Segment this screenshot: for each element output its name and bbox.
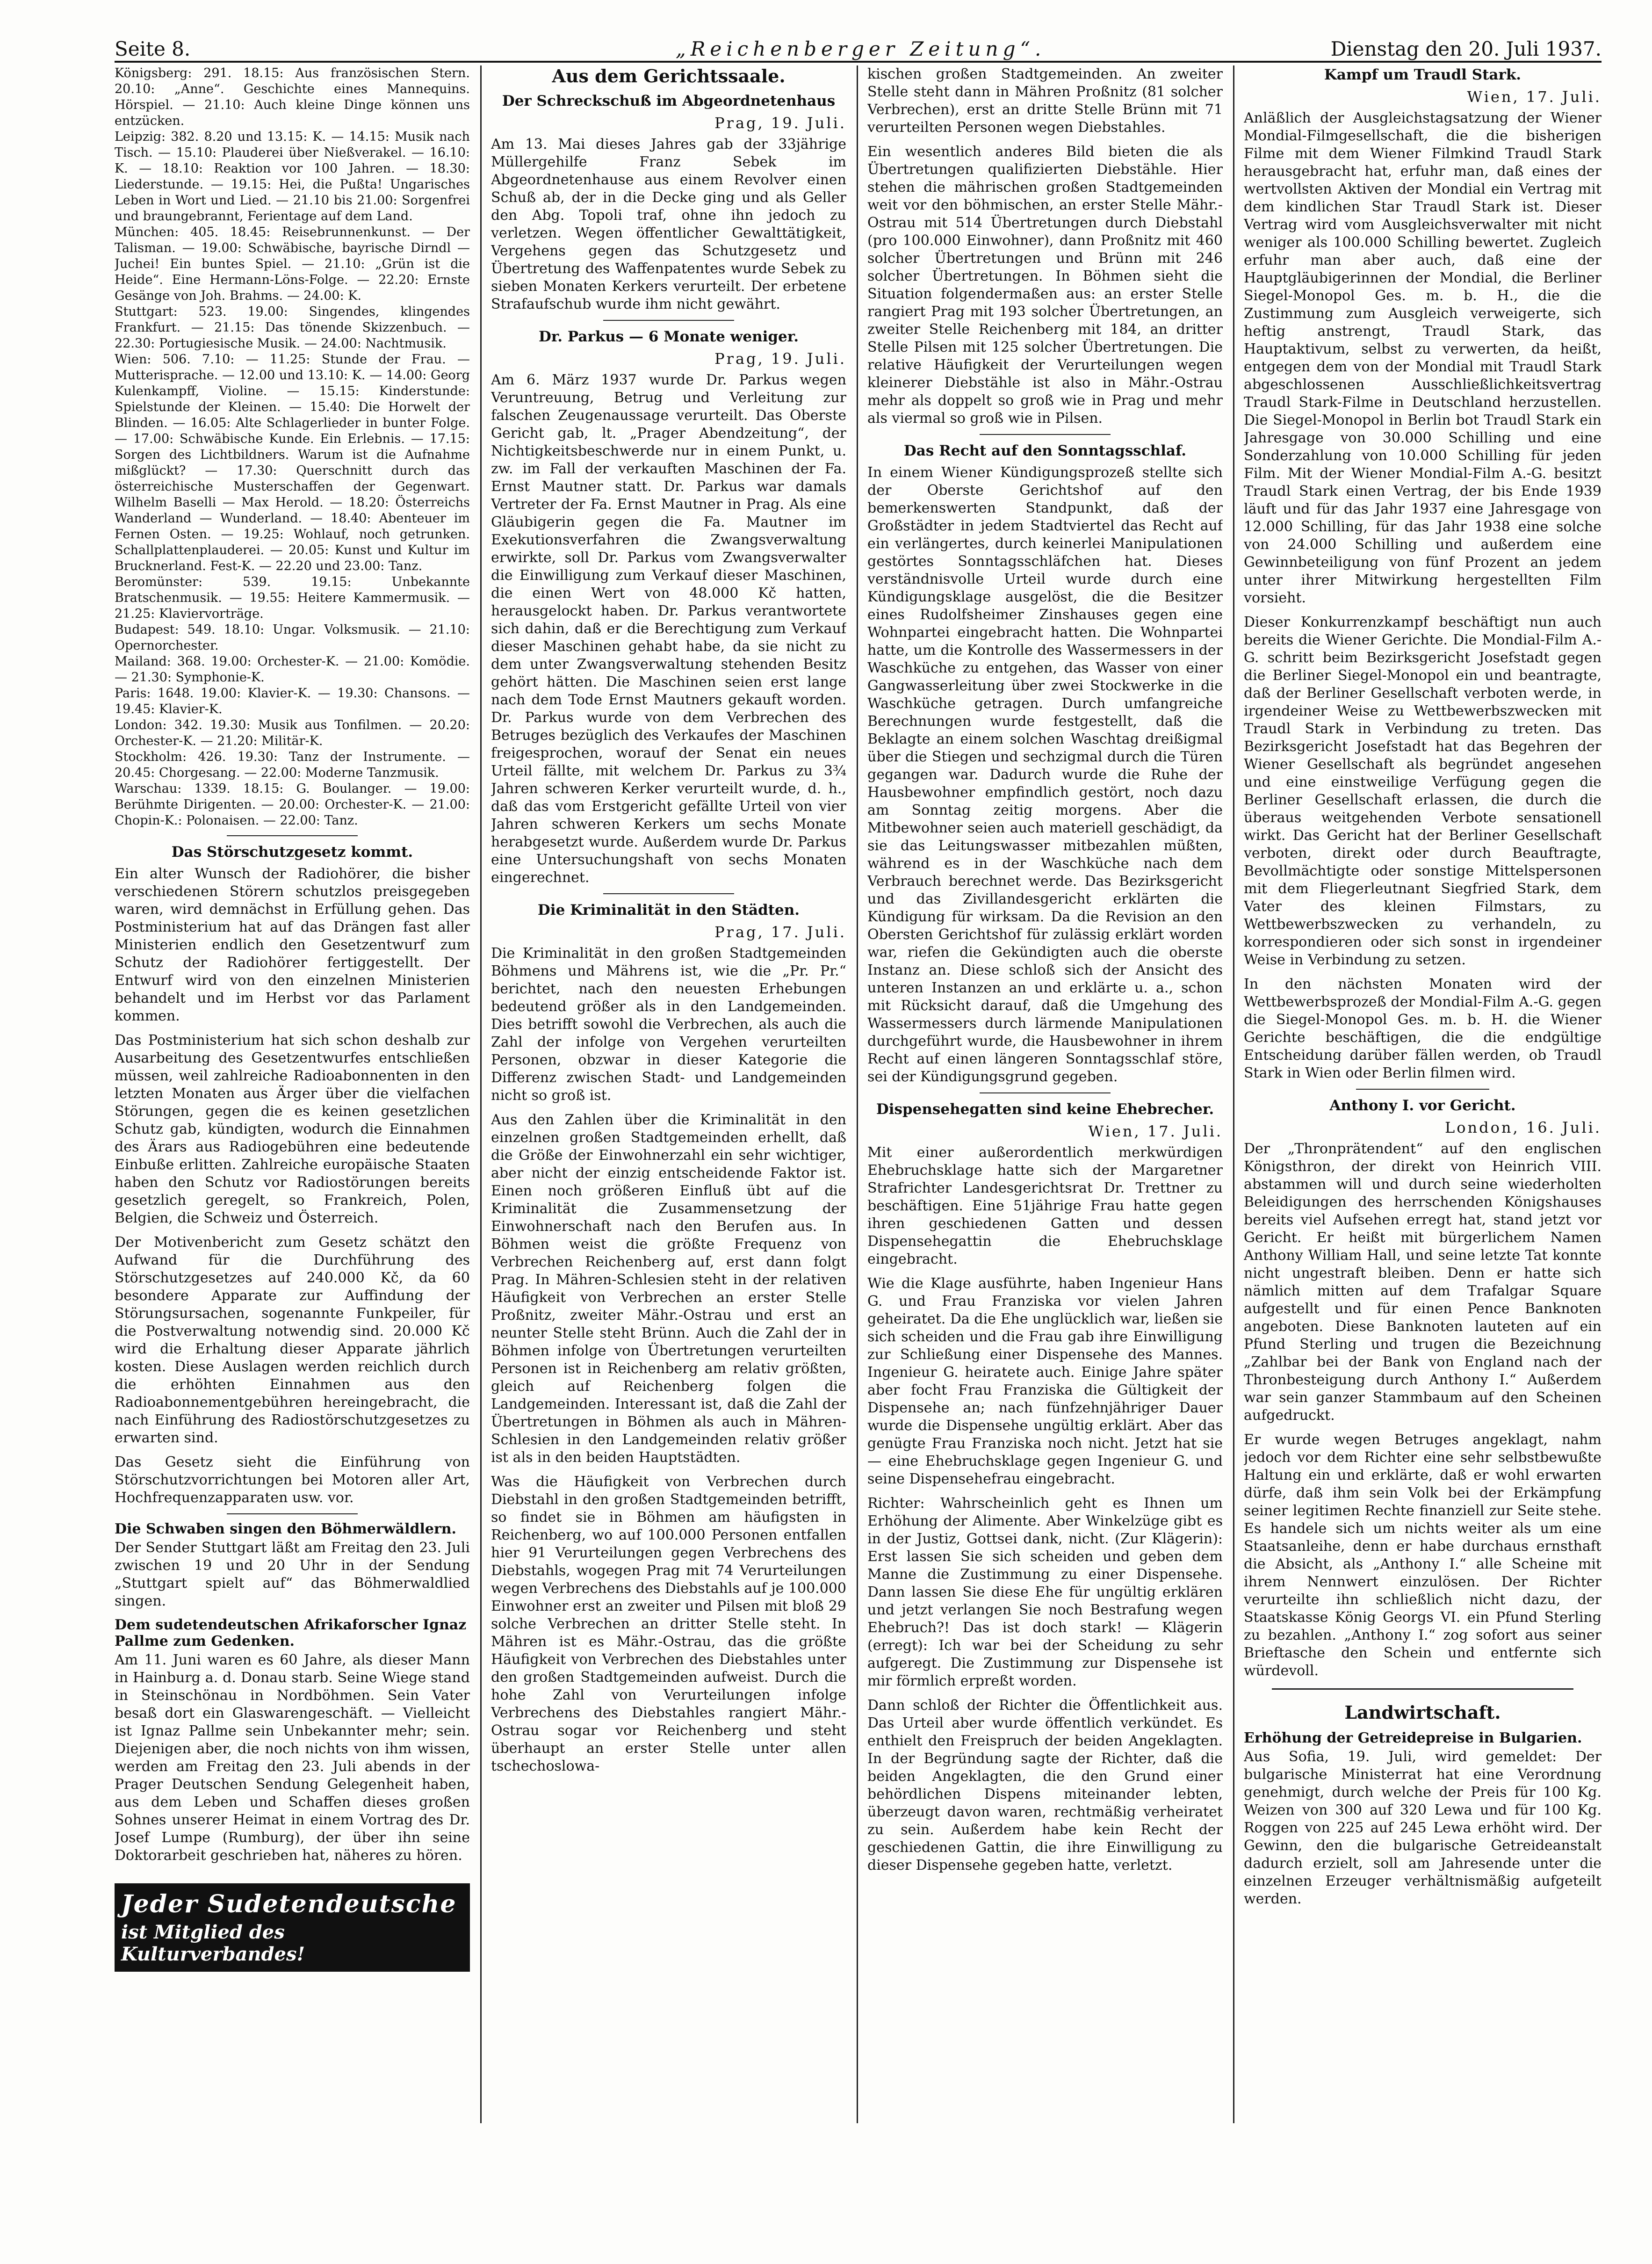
article-paragraph: Das Gesetz sieht die Einführung von Störschutzvorrichtungen bei Motoren aller Art, Hochfrequenzapparaten usw. vor.	[115, 1454, 470, 1506]
article-headline: Das Recht auf den Sonntagsschlaf.	[903, 442, 1187, 459]
advertisement-banner	[115, 1883, 470, 1972]
column-rule	[480, 65, 482, 2123]
article-paragraph: Was die Häufigkeit von Verbrechen durch Diebstahl in den großen Stadtgemeinden betrifft, so findet sie in Böhmen am häufigsten in Reichenberg, wo auf 100.000 Personen entfallen hier 91 Verurteilungen gegen Verbrechens des Diebstahls, wogegen Prag mit 74 Verurteilungen wegen Verbrechens des Diebstahls auf je 100.000 Einwohner erst an zweiter und Pilsen mit bloß 29 solche Verbrechen an dritter Stelle steht. In Mähren ist es Mähr.-Ostrau, das die größte Häufigkeit von Verbrechen des Diebstahles unter den großen Stadtgemeinden aufweist. Durch die hohe Zahl von Verurteilungen infolge Verbrechens des Diebstahles rangiert Mähr.-Ostrau sogar vor Reichenberg und steht überhaupt an erster Stelle unter allen tschechoslowa-	[491, 1474, 846, 1774]
dateline: Wien, 17. Juli.	[1467, 88, 1602, 106]
article-paragraph: Der Motivenbericht zum Gesetz schätzt den Aufwand für die Durchführung des Störschutzgesetzes auf 240.000 Kč, da 60 besondere Apparate zur Auffindung der Störungsursachen, sogenannte Funkpeiler, für die Postverwaltung notwendig sind. 20.000 Kč wird die Erhaltung dieser Apparate jährlich kosten. Diese Auslagen werden reichlich durch die erhöhten Einnahmen aus den Radioabonnementgebühren hereingebracht, die nach Einführung des Radiostörschutzgesetzes zu erwarten sind.	[115, 1234, 470, 1446]
radio-entry: Warschau: 1339. 18.15: G. Boulanger. — 19.00: Berühmte Dirigenten. — 20.00: Orchester-K. — 21.00: Chopin-K.: Polonaisen. — 22.00: Tanz.	[115, 781, 470, 828]
article-paragraph: In den nächsten Monaten wird der Wettbewerbsprozeß der Mondial-Film A.-G. gegen die Siegel-Monopol Ges. m. b. H. die Wiener Gerichte beschäftigen, die die endgültige Entscheidung darüber fällen werden, ob Traudl Stark in Wien oder Berlin filmen wird.	[1244, 976, 1602, 1081]
divider	[1356, 1089, 1489, 1090]
radio-entry: Budapest: 549. 18.10: Ungar. Volksmusik. — 21.10: Opernorchester.	[115, 622, 470, 653]
article-paragraph: Anläßlich der Ausgleichstagsatzung der Wiener Mondial-Filmgesellschaft, die die bisherigen Filme mit dem Wiener Filmkind Traudl Stark herausgebracht hat, erfuhr man, daß eines der wertvollsten Aktiven der Mondial ein Vertrag mit dem kindlichen Star Traudl Stark ist. Dieser Vertrag wird vom Ausgleichsverwalter mit nicht weniger als 100.000 Schilling bewertet. Zugleich erfuhr man aber auch, daß eine der Hauptgläubigerinnen der Mondial, die Berliner Siegel-Monopol Ges. m. b. H., die die Zustimmung zum Ausgleich verweigerte, sich heftig anstrengt, Traudl Stark, das Hauptaktivum, selbst zu verwerten, da heißt, entgegen dem von der Mondial mit Traudl Stark abgeschlossenen Ausschließlichkeitsvertrag Traudl Stark-Filme in Deutschland herzustellen. Die Siegel-Monopol in Berlin bot Traudl Stark ein Jahresgage von 30.000 Schilling und eine Sonderzahlung von 10.000 Schilling für jeden Film. Mit der Wiener Mondial-Film A.-G. besitzt Traudl Stark einen Vertrag, der bis Ende 1939 läuft und für das Jahr 1937 eine Jahresgage von 12.000 Schilling, für das Jahr 1938 eine solche von 24.000 Schilling und außerdem eine Gewinnbeteiligung von fünf Prozent an jedem unter ihrer Mitwirkung hergestellten Film vorsieht.	[1244, 110, 1602, 606]
radio-entry: London: 342. 19.30: Musik aus Tonfilmen. — 20.20: Orchester-K. — 21.20: Militär-K.	[115, 718, 470, 748]
header-rule	[115, 61, 1602, 63]
article-paragraph: Wie die Klage ausführte, haben Ingenieur Hans G. und Frau Franziska vor vielen Jahren geheiratet. Da die Ehe unglücklich war, ließen sie sich scheiden und die Frau gab ihre Einwilligung zur Schließung einer Dispensehe des Mannes. Ingenieur G. heiratete auch. Einige Jahre später aber focht Frau Franziska die Gültigkeit der Dispensehe an; nach fünfzehnjähriger Dauer wurde die Dispensehe ungültig erklärt. Aber das genügte Frau Franziska noch nicht. Jetzt hat sie — eine Ehebruchsklage gegen Ingenieur G. und seine Dispensehefrau eingebracht.	[867, 1275, 1223, 1487]
article-paragraph: kischen großen Stadtgemeinden. An zweiter Stelle steht dann in Mähren Proßnitz (81 solcher Verbrechen), erst an dritte Stelle Brünn mit 71 verurteilten Personen wegen Diebstahles.	[867, 66, 1223, 136]
dateline: Prag, 19. Juli.	[714, 350, 846, 368]
radio-entry: Königsberg: 291. 18.15: Aus französischen Stern. 20.10: „Anne“. Geschichte eines Mannequins. Hörspiel. — 21.10: Auch kleine Dinge können uns entzücken.	[115, 66, 470, 128]
article-paragraph: Dann schloß der Richter die Öffentlichkeit aus. Das Urteil aber wurde öffentlich verkündet. Es enthielt den Freispruch der beiden Angeklagten. In der Begründung sagte der Richter, daß die beiden Angeklagten, die den Grund einer behördlichen Dispens miteinander lebten, überzeugt davon waren, rechtmäßig verheiratet zu sein. Außerdem habe kein Recht der geschiedenen Gattin, die ihre Einwilligung zu dieser Dispensehe gegeben hatte, verletzt.	[867, 1697, 1223, 1873]
divider	[227, 1513, 358, 1514]
section-title: Landwirtschaft.	[1344, 1702, 1501, 1723]
divider	[227, 835, 358, 836]
dateline: Prag, 19. Juli.	[714, 114, 846, 132]
page-number: Seite 8.	[115, 37, 191, 60]
article-paragraph: Der Sender Stuttgart läßt am Freitag den 23. Juli zwischen 19 und 20 Uhr in der Sendung „Stuttgart spielt auf“ das Böhmerwaldlied singen.	[115, 1540, 470, 1609]
radio-program	[115, 65, 470, 829]
radio-entry: Wien: 506. 7.10: — 11.25: Stunde der Frau. — Mutterisprache. — 12.00 und 13.10: K. — 14.00: Georg Kulenkampff, Violine. — 15.15: Kinderstunde: Spielstunde der Kleinen. — 15.40: Die Horwelt der Blinden. — 16.05: Alte Schlagerlieder in bunter Folge. — 17.00: Schwäbische Kunde. Ein Erlebnis. — 17.15: Sorgen des Lichtbildners. Warum ist die Aufnahme mißglückt? — 17.30: Querschnitt durch das österreichische Musterschaffen der Gegenwart. Wilhelm Baselli — Max Herold. — 18.20: Österreichs Wanderland — Wunderland. — 18.40: Abenteuer im Fernen Osten. — 19.25: Wohlauf, noch getrunken. Schallplattenplauderei. — 20.05: Kunst und Kultur im Brucknerland. Fest-K. — 22.20 und 23.00: Tanz.	[115, 352, 470, 573]
article-headline: Der Schreckschuß im Abgeordnetenhaus	[502, 93, 836, 109]
radio-entry: Leipzig: 382. 8.20 und 13.15: K. — 14.15: Musik nach Tisch. — 15.10: Plauderei über Nießverakel. — 16.10: K. — 18.10: Reaktion vor 100 Jahren. — 18.30: Liederstunde. — 19.15: Hei, die Pußta! Ungarisches Leben in Wort und Lied. — 21.10 bis 21.00: Sorgenfrei und braungebrannt, Ferientage auf dem Land.	[115, 130, 470, 224]
dateline: Prag, 17. Juli.	[714, 923, 846, 941]
article-headline: Dr. Parkus — 6 Monate weniger.	[538, 328, 799, 345]
ad-subline: ist Mitglied des Kulturverbandes!	[121, 1921, 305, 1965]
column-4	[1244, 65, 1602, 2123]
article-paragraph: Der „Thronprätendent“ auf den englischen Königsthron, der direkt von Heinrich VIII. abstammen will und durch seine wiederholten Beleidigungen des herrschenden Königshauses bereits viel Aufsehen erregt hat, stand jetzt vor Gericht. Er heißt mit bürgerlichem Namen Anthony William Hall, und seine letzte Tat konnte nicht ungestraft bleiben. Denn er hatte sich nämlich mitten auf dem Trafalgar Square aufgestellt und für einen Pence Banknoten angeboten. Diese Banknoten lauteten auf ein Pfund Sterling und trugen die Bezeichnung „Zahlbar bei der Bank von England nach der Thronbesteigung durch Anthony I.“ Außerdem war sein ganzer Stammbaum auf den Scheinen aufgedruckt.	[1244, 1141, 1602, 1424]
radio-entry: München: 405. 18.45: Reisebrunnenkunst. — Der Talisman. — 19.00: Schwäbische, bayrische Dirndl — Juchei! Ein buntes Spiel. — 21.10: „Grün ist die Heide“. Eine Hermann-Löns-Folge. — 22.20: Ernste Gesänge von Joh. Brahms. — 24.00: K.	[115, 225, 470, 303]
article-paragraph: Aus Sofia, 19. Juli, wird gemeldet: Der bulgarische Ministerrat hat eine Verordnung genehmigt, durch welche der Preis für 100 Kg. Weizen von 300 auf 320 Lewa und für 100 Kg. Roggen von 225 auf 245 Lewa erhöht wird. Der Gewinn, den die bulgarische Getreideanstalt dadurch erzielt, soll am Jahresende unter die einzelnen Erzeuger verhältnismäßig aufgeteilt werden.	[1244, 1749, 1602, 1907]
article-paragraph: Er wurde wegen Betruges angeklagt, nahm jedoch vor dem Richter eine sehr selbstbewußte Haltung ein und erklärte, daß er wohl erwarten dürfe, daß ihm sein Volk bei der Erkämpfung seiner legitimen Rechte finanziell zur Seite stehe. Es handele sich um nichts weiter als um eine Staatsanleihe, denn er habe durchaus ernsthaft die Absicht, als „Anthony I.“ alle Scheine mit ihrem Nennwert einzulösen. Der Richter verurteilte ihn schließlich nicht dazu, der Staatskasse König Georgs VI. ein Pfund Sterling zu bezahlen. „Anthony I.“ zog sofort aus seiner Brieftasche den Schein und entfernte sich würdevoll.	[1244, 1432, 1602, 1679]
article-paragraph: Mit einer außerordentlich merkwürdigen Ehebruchsklage hatte sich der Margaretner Strafrichter Landesgerichtsrat Dr. Trettner zu beschäftigen. Eine 51jährige Frau hatte gegen ihren geschiedenen Gatten und dessen Dispensehegattin die Ehebruchsklage eingebracht.	[867, 1144, 1223, 1267]
article-paragraph: Richter: Wahrscheinlich geht es Ihnen um Erhöhung der Alimente. Aber Winkelzüge gibt es in der Justiz, Gottsei dank, nicht. (Zur Klägerin): Erst lassen Sie sich scheiden und geben dem Manne die Zustimmung zu einer Dispensehe. Dann lassen Sie diese Ehe für ungültig erklären und jetzt verlangen Sie noch Bestrafung wegen Ehebruch?! Das ist doch stark! — Klägerin (erregt): Ich war bei der Scheidung zu sehr aufgeregt. Die Zustimmung zur Dispensehe ist mir förmlich erpreßt worden.	[867, 1495, 1223, 1689]
article-paragraph: Das Postministerium hat sich schon deshalb zur Ausarbeitung des Gesetzentwurfes entschließen müssen, weil zahlreiche Radioabonnenten in den letzten Monaten aus Ärger über die vielfachen Störungen, gegen die es keinen gesetzlichen Schutz gab, kündigten, wodurch die Einnahmen des Ärars aus Radiogebühren eine bedeutende Einbuße erlitten. Zahlreiche europäische Staaten haben den Schutz vor Radiostörungen bereits gesetzlich geregelt, so Frankreich, Polen, Belgien, die Schweiz und Österreich.	[115, 1032, 470, 1226]
divider	[980, 1092, 1111, 1093]
column-3	[867, 65, 1223, 2123]
radio-entry: Stuttgart: 523. 19.00: Singendes, klingendes Frankfurt. — 21.15: Das tönende Skizzenbuch. — 22.30: Portugiesische Musik. — 24.00: Nachtmusik.	[115, 304, 470, 351]
radio-entry: Beromünster: 539. 19.15: Unbekannte Bratschenmusik. — 19.55: Heitere Kammermusik. — 21.25: Klaviervorträge.	[115, 575, 470, 621]
radio-entry: Stockholm: 426. 19.30: Tanz der Instrumente. — 20.45: Chorgesang. — 22.00: Moderne Tanzmusik.	[115, 750, 470, 780]
divider	[603, 320, 734, 321]
article-paragraph: Am 6. März 1937 wurde Dr. Parkus wegen Veruntreuung, Betrug und Verleitung zur falschen Zeugenaussage verurteilt. Das Oberste Gericht gab, lt. „Prager Abendzeitung“, der Nichtigkeitsbeschwerde nur in einem Punkt, u. zw. im Fall der verkauften Maschinen der Fa. Ernst Mautner statt. Dr. Parkus war damals Vertreter der Fa. Ernst Mautner in Prag. Als eine Gläubigerin gegen die Fa. Mautner im Exekutionsverfahren die Zwangsverwaltung erwirkte, soll Dr. Parkus vom Zwangsverwalter die Einwilligung zum Verkauf dieser Maschinen, die einen Wert von 48.000 Kč hatten, herausgelockt haben. Dr. Parkus verantwortete sich dahin, daß er die Berechtigung zum Verkauf dieser Maschinen gehabt habe, da sie nicht zu dem unter Zwangsverwaltung stehenden Besitz gehört hätten. Die Maschinen seien erst lange nach dem Tode Ernst Mautners gekauft worden. Dr. Parkus wurde von dem Verbrechen des Betruges bezüglich des Verkaufes der Maschinen freigesprochen, worauf der Senat ein neues Urteil fällte, mit welchem Dr. Parkus zu 3¾ Jahren schweren Kerker verurteilt wurde, d. h., daß das vom Erstgericht gefällte Urteil von vier Jahren schweren Kerkers um sechs Monate herabgesetzt wurde. Außerdem wurde Dr. Parkus eine Untersuchungshaft von sechs Monaten eingerechnet.	[491, 372, 846, 886]
dateline: London, 16. Juli.	[1445, 1119, 1602, 1136]
page-frame	[115, 37, 1602, 2207]
divider	[603, 893, 734, 894]
article-headline: Die Schwaben singen den Böhmerwäldlern.	[115, 1521, 457, 1537]
article-headline: Anthony I. vor Gericht.	[1329, 1097, 1516, 1114]
radio-entry: Paris: 1648. 19.00: Klavier-K. — 19.30: Chansons. — 19.45: Klavier-K.	[115, 686, 470, 716]
section-title: Aus dem Gerichtssaale.	[552, 65, 786, 87]
article-paragraph: Am 13. Mai dieses Jahres gab der 33jährige Müllergehilfe Franz Sebek im Abgeordnetenhause aus einem Revolver einen Schuß ab, der in die Decke ging und als Geller den Abg. Topoli traf, ohne ihn jedoch zu verletzen. Wegen öffentlicher Gewalttätigkeit, Vergehens gegen das Schutzgesetz und Übertretung des Waffenpatentes wurde Sebek zu sieben Monaten Kerkers verurteilt. Der erbetene Strafaufschub wurde ihm nicht gewährt.	[491, 136, 846, 312]
issue-date: Dienstag den 20. Juli 1937.	[1330, 37, 1602, 60]
article-headline: Dem sudetendeutschen Afrikaforscher Ignaz Pallme zum Gedenken.	[115, 1617, 467, 1649]
column-2	[491, 65, 846, 2123]
article-headline: Die Kriminalität in den Städten.	[537, 902, 800, 919]
masthead-title: „Reichenberger Zeitung“.	[676, 37, 1046, 60]
ad-headline: Jeder Sudetendeutsche	[121, 1890, 457, 1918]
divider	[980, 434, 1111, 435]
article-headline: Dispensehegatten sind keine Ehebrecher.	[876, 1101, 1214, 1118]
article-paragraph: Aus den Zahlen über die Kriminalität in den einzelnen großen Stadtgemeinden erhellt, daß die Größe der Einwohnerzahl ein sehr wichtiger, aber nicht der einzig entscheidende Faktor ist. Einen noch größeren Einfluß übt auf die Kriminalität die Zusammensetzung der Einwohnerschaft nach den Berufen aus. In Böhmen weist die größte Frequenz von Verbrechen Reichenberg auf, erst dann folgt Prag. In Mähren-Schlesien steht in der relativen Häufigkeit von Verbrechen an erster Stelle Proßnitz, zweiter Mähr.-Ostrau und erst an neunter Stelle steht Brünn. Auch die Zahl der in Böhmen infolge von Übertretungen verurteilten Personen ist in Reichenberg am relativ größten, gleich auf Reichenberg folgen die Landgemeinden. Interessant ist, daß die Zahl der Übertretungen in Böhmen als auch in Mähren-Schlesien in den Landgemeinden relativ größer ist als in den beiden Hauptstädten.	[491, 1112, 846, 1466]
article-paragraph: In einem Wiener Kündigungsprozeß stellte sich der Oberste Gerichtshof auf den bemerkenswerten Standpunkt, daß der Großstädter in jedem Stadtviertel das Recht auf ein verlängertes, durch keinerlei Manipulationen gestörtes Sonntagsschläfchen hat. Dieses verständnisvolle Urteil wurde durch eine Kündigungsklage ausgelöst, die die Besitzer eines Rudolfsheimer Zinshauses gegen eine Wohnpartei eingebracht hatten. Die Wohnpartei hatte, um die Kontrolle des Wassermessers in der Waschküche zu entgehen, das Wasser von einer Gangwasserleitung über zwei Stockwerke in die Waschküche getragen. Durch umfangreiche Berechnungen wurde festgestellt, daß die Beklagte an einem solchen Waschtag dreißigmal über die Stiegen und sechzigmal durch die Türen gegangen war. Dadurch wurde die Ruhe der Hausbewohner empfindlich gestört, noch dazu am Sonntag zeitig morgens. Aber die Mitbewohner seien auch materiell geschädigt, da sie das Leitungswasser mitbezahlen müßten, während es in der Waschküche nach dem Verbrauch berechnet werde. Das Bezirksgericht und das Zivillandesgericht erklärten die Kündigung für wirksam. Da die Revision an den Obersten Gerichtshof für zulässig erklärt worden war, riefen die Gekündigten auch die oberste Instanz an. Diese schloß sich der Ansicht des unteren Instanzen an und erklärte u. a., schon mit Rücksicht darauf, daß die Umgehung des Wassermessers durch lärmende Manipulationen durchgeführt wurde, die Hausbewohner in ihrem Recht auf einen längeren Sonntagsschlaf störe, sei der Kündigungsgrund gegeben.	[867, 464, 1223, 1085]
article-headline: Kampf um Traudl Stark.	[1324, 66, 1522, 83]
article-paragraph: Dieser Konkurrenzkampf beschäftigt nun auch bereits die Wiener Gerichte. Die Mondial-Film A.-G. schritt beim Bezirksgericht Josefstadt gegen die Berliner Siegel-Monopol ein und beantragte, daß der Berliner Gesellschaft verboten werde, in irgendeiner Weise zu Wettbewerbszwecken mit Traudl Stark in Verbindung zu treten. Das Bezirksgericht Josefstadt hat das Begehren der Wiener Gesellschaft als begründet angesehen und eine einstweilige Verfügung gegen die Berliner Gesellschaft erlassen, die durch die überaus weitgehenden Verbote sensationell wirkt. Das Gericht hat der Berliner Gesellschaft verboten, direkt oder durch Beauftragte, Bevollmächtigte oder sonstige Mittelspersonen mit dem Fliegerleutnant Siegfried Stark, dem Vater des kleinen Filmstars, zu Wettbewerbszwecken zu verhandeln, zu korrespondieren oder sich sonst in irgendeiner Weise in Verbindung zu setzen.	[1244, 614, 1602, 968]
column-rule	[1233, 65, 1234, 2123]
radio-entry: Mailand: 368. 19.00: Orchester-K. — 21.00: Komödie. — 21.30: Symphonie-K.	[115, 654, 470, 685]
article-headline: Erhöhung der Getreidepreise in Bulgarien.	[1244, 1730, 1582, 1746]
article-headline: Das Störschutzgesetz kommt.	[171, 844, 413, 861]
article-paragraph: Am 11. Juni waren es 60 Jahre, als dieser Mann in Hainburg a. d. Donau starb. Seine Wiege stand in Steinschönau in Nordböhmen. Sein Vater besaß dort ein Glaswarengeschäft. — Vielleicht ist Ignaz Pallme sein Unbekannter mehr; sein. Diejenigen aber, die noch nichts von ihm wissen, werden am Freitag den 23. Juli abends in der Prager Deutschen Sendung Gelegenheit haben, aus dem Leben und Schaffen dieses großen Sohnes unserer Heimat in einem Vortrag des Dr. Josef Lumpe (Rumburg), der über ihn seine Doktorarbeit geschrieben hat, näheres zu hören.	[115, 1652, 470, 1864]
column-rule	[857, 65, 858, 2123]
column-1	[115, 65, 470, 2123]
article-paragraph: Ein wesentlich anderes Bild bieten die als Übertretungen qualifizierten Diebstähle. Hier stehen die mährischen großen Stadtgemeinden weit vor den böhmischen, an erster Stelle Mähr.-Ostrau mit 514 Übertretungen durch Diebstahl (pro 100.000 Einwohner), dann Proßnitz mit 460 solcher Übertretungen und Brünn mit 246 solcher Übertretungen. In Böhmen sieht die Situation folgendermaßen aus: an erster Stelle rangiert Prag mit 193 solcher Übertretungen, an zweiter Stelle Reichenberg mit 184, an dritter Stelle Pilsen mit 125 solcher Übertretungen. Die relative Häufigkeit der Verurteilungen wegen kleinerer Diebstähle ist also in Mähr.-Ostrau mehr als doppelt so groß wie in Prag und mehr als viermal so groß wie in Pilsen.	[867, 144, 1223, 427]
article-paragraph: Die Kriminalität in den großen Stadtgemeinden Böhmens und Mährens ist, wie die „Pr. Pr.“ berichtet, nach den neuesten Erhebungen bedeutend größer als in den Landgemeinden. Dies betrifft sowohl die Verbrechen, als auch die Zahl der infolge von Vergehen verurteilten Personen, obzwar in dieser Kategorie die Differenz zwischen Stadt- und Landgemeinden nicht so groß ist.	[491, 945, 846, 1104]
article-paragraph: Ein alter Wunsch der Radiohörer, die bisher verschiedenen Störern schutzlos preisgegeben waren, wird demnächst in Erfüllung gehen. Das Postministerium hat auf das Drängen fast aller Ministerien endlich den Gesetzentwurf zum Schutz der Radiohörer fertiggestellt. Der Entwurf wird von den einzelnen Ministerien behandelt und im Herbst vor das Parlament kommen.	[115, 866, 470, 1024]
divider	[1272, 1688, 1573, 1690]
dateline: Wien, 17. Juli.	[1088, 1122, 1223, 1140]
